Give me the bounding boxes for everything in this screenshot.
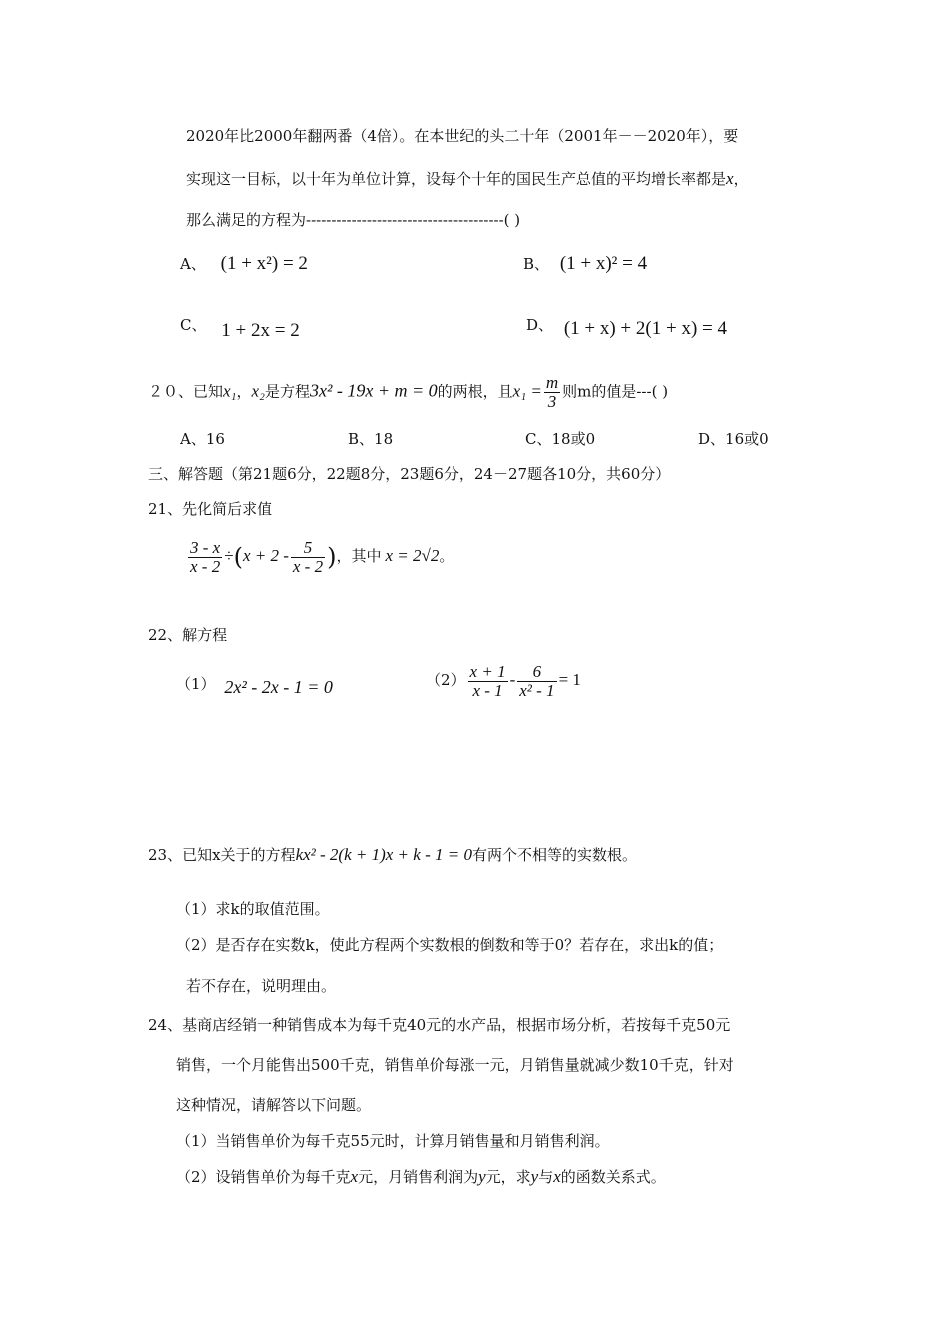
- q21-end: 。: [439, 547, 455, 565]
- q20-condition-fraction: [544, 374, 560, 411]
- q19-option-a-formula: (1 + x²) = 2: [220, 253, 308, 274]
- q20-x1: x₁: [223, 381, 237, 401]
- q22-p2-rhs: = 1: [558, 670, 581, 689]
- q19-option-d: [526, 314, 727, 339]
- q20-frac-den: 3: [547, 392, 557, 411]
- q22-p2-f2-num: 6: [517, 663, 556, 682]
- q22-p2-fraction-1: [468, 663, 508, 700]
- q22-p2-fraction-2: [517, 663, 556, 700]
- q19-option-b: [523, 253, 647, 275]
- q19-option-b-label: B、: [523, 255, 550, 273]
- q22-p2-f1-num: x + 1: [469, 661, 506, 681]
- q21-paren-open: (: [233, 543, 243, 571]
- q23-part-1: （1）求k的取值范围。: [176, 900, 330, 918]
- q21-divide: ÷: [224, 546, 234, 565]
- q23-equation: kx² - 2(k + 1)x + k - 1 = 0: [295, 845, 472, 864]
- q19-option-a: [180, 253, 308, 275]
- q20-condition-lhs: x₁ =: [512, 381, 542, 401]
- q21-expression: [186, 536, 454, 577]
- q24-p2-d: 与: [538, 1168, 554, 1186]
- q21-frac1-den: x - 2: [190, 556, 221, 576]
- q22-part-1: [176, 672, 333, 695]
- q22-part-2: [426, 660, 581, 700]
- q22-p2-label: （2）: [426, 671, 466, 689]
- q24-p2-e: 的函数关系式。: [560, 1168, 666, 1186]
- q19-option-c: [180, 314, 300, 341]
- q19-line3: 那么满足的方程为---------------------------------------( ): [186, 211, 521, 229]
- q23-part-2-continued: 若不存在，说明理由。: [186, 977, 337, 995]
- q24-part-2: [176, 1166, 666, 1188]
- q23-suffix: 有两个不相等的实数根。: [471, 846, 637, 864]
- q20-mid1: 是方程: [264, 382, 310, 401]
- q21-paren-close: ): [327, 543, 337, 571]
- q20-option-a: A、16: [180, 430, 225, 448]
- q20-comma: ，: [236, 382, 252, 401]
- q22-p1-label: （1）: [176, 675, 216, 693]
- q19-line2-end: ，: [733, 170, 749, 188]
- q20-prefix: ２０、已知: [148, 382, 224, 401]
- q21-fraction-2: [291, 539, 325, 576]
- q24-p2-y: y: [478, 1167, 486, 1186]
- q24-p2-a: （2）设销售单价为每千克: [176, 1168, 351, 1186]
- q21-frac1-num: 3 - x: [190, 537, 221, 557]
- q20-x2: x₂: [251, 381, 265, 401]
- q21-frac2-num: 5: [291, 539, 325, 558]
- q19-option-d-label: D、: [526, 316, 554, 334]
- q21-title: 21、先化简后求值: [148, 500, 273, 518]
- q24-p2-x: x: [350, 1167, 359, 1186]
- q21-frac2-den: x - 2: [292, 556, 324, 576]
- q22-p2-minus: -: [509, 670, 516, 689]
- q24-p2-x2: x: [553, 1167, 561, 1186]
- q24-line2: 销售，一个月能售出500千克，销售单价每涨一元，月销售量就减少数10千克，针对: [176, 1056, 734, 1074]
- q20-stem: [148, 374, 668, 411]
- q19-option-c-formula: 1 + 2x = 2: [221, 320, 300, 341]
- q19-option-b-formula: (1 + x)² = 4: [559, 253, 648, 274]
- q23-prefix: 23、已知x关于的方程: [148, 846, 296, 864]
- q19-option-a-label: A、: [180, 255, 206, 273]
- q24-line1: 24、基商店经销一种销售成本为每千克40元的水产品，根据市场分析，若按每千克50元: [148, 1016, 731, 1034]
- q20-mid2: 的两根，且: [437, 382, 513, 401]
- q20-option-c: C、18或0: [525, 430, 596, 448]
- q19-line2: [186, 168, 749, 190]
- q19-line2-text: 实现这一目标，以十年为单位计算，设每个十年的国民生产总值的平均增长率都是: [186, 170, 727, 188]
- q19-option-d-formula: (1 + x) + 2(1 + x) = 4: [563, 318, 727, 339]
- q20-option-d: D、16或0: [698, 430, 769, 448]
- q19-option-c-label: C、: [180, 316, 207, 334]
- q24-part-1: （1）当销售单价为每千克55元时，计算月销售量和月销售利润。: [176, 1132, 610, 1150]
- q20-frac-num: m: [545, 373, 559, 392]
- q22-title: 22、解方程: [148, 626, 228, 644]
- q22-p1-equation: 2x² - 2x - 1 = 0: [224, 677, 333, 697]
- q24-p2-b: 元，月销售利润为: [358, 1168, 479, 1186]
- q20-suffix: 则m的值是---( ): [562, 382, 669, 401]
- q24-p2-y2: y: [530, 1167, 539, 1186]
- q23-stem: [148, 842, 637, 868]
- q22-p2-f2-den: x² - 1: [519, 680, 555, 700]
- section-3-heading: 三、解答题（第21题6分，22题8分，23题6分，24－27题各10分，共60分）: [148, 465, 671, 483]
- q20-equation: 3x² - 19x + m = 0: [309, 380, 438, 401]
- q19-var-x: x: [726, 169, 734, 188]
- q21-fraction-1: [188, 539, 222, 576]
- q21-value: x = 2√2: [385, 546, 440, 565]
- q24-line3: 这种情况，请解答以下问题。: [176, 1096, 372, 1114]
- q22-p2-f1-den: x - 1: [472, 680, 503, 700]
- q21-inner: x + 2 -: [242, 546, 289, 565]
- q21-where: ，其中: [336, 547, 382, 565]
- q19-line1: 2020年比2000年翻两番（4倍）。在本世纪的头二十年（2001年－－2020年），要: [186, 127, 739, 145]
- q24-p2-c: 元，求: [485, 1168, 531, 1186]
- q20-option-b: B、18: [348, 430, 394, 448]
- q23-part-2: （2）是否存在实数k，使此方程两个实数根的倒数和等于0？若存在，求出k的值；: [176, 936, 724, 954]
